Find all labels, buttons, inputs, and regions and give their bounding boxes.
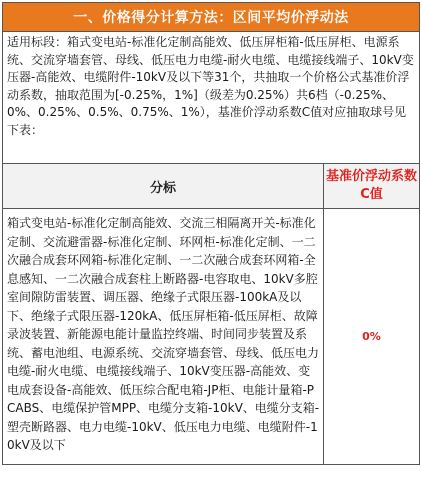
subpackage-list-cell: 箱式变电站-标准化定制高能效、交流三相隔离开关-标准化定制、交流避雷器-标准化定制、环网柜-标准化定制、一二次融合成套环网箱-标准化定制、一二次融合成套环网箱-全息感知、一二次融合成套柱上断路器-电容取电、10kV多腔室间隙防雷装置、调压器、绝缘子式限压器-100kA及以下、绝缘子式限压器-120kA、低压屏柜箱-低压屏柜、故障录波装置、新能源电能计量监控终端、时间同步装置及系统、蓄电池组、电源系统、交流穿墙套管、母线、低压电力电缆-耐火电缆、电缆接线端子、10kV变压器-高能效、变电成套设备-高能效、低压综合配电箱-JP柜、电能计量箱-PCABS、电缆保护管MPP、电缆分支箱-10kV、电缆分支箱-塑壳断路器、电力电缆-10kV、低压电力电缆、电缆附件-10kV及以下 [3, 209, 324, 465]
column-header-subpackage: 分标 [3, 164, 324, 209]
intro-row [3, 32, 420, 164]
table-row [3, 209, 420, 465]
intro-text: 适用标段：箱式变电站-标准化定制高能效、低压屏柜箱-低压屏柜、电源系统、交流穿墙套管、母线、低压电力电缆-耐火电缆、电缆接线端子、10kV变压器-高能效、电缆附件-10kV及以下等31个，共抽取一个价格公式基准价浮动系数，抽取范围为[-0.25%，1%]（级差为0.25%）共6档（-0.25%、0%、0.25%、0.5%、0.75%、1%），基准价浮动系数C值对应抽取球号见下表： [7, 35, 414, 137]
header-row [3, 164, 420, 209]
c-value-cell: 0% [324, 209, 420, 465]
section-title: 一、价格得分计算方法：区间平均价浮动法 [3, 3, 420, 32]
title-row [3, 3, 420, 32]
intro-cell [3, 32, 420, 164]
column-header-c-value: 基准价浮动系数C值 [324, 164, 420, 209]
price-scoring-table [2, 2, 420, 465]
